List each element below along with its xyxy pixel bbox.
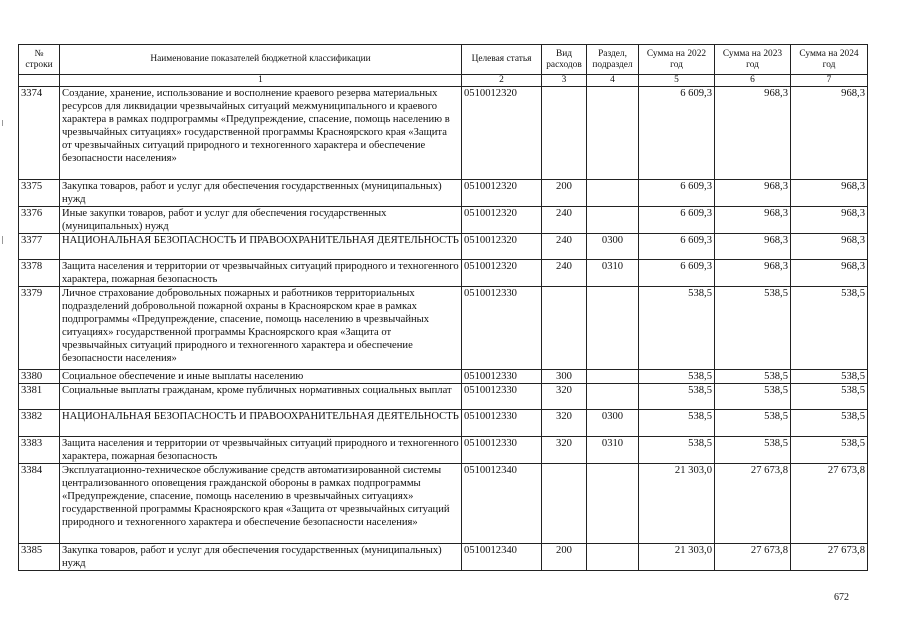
- sum-2023: 968,3: [715, 234, 791, 260]
- sum-2023: 968,3: [715, 207, 791, 234]
- indicator-name: НАЦИОНАЛЬНАЯ БЕЗОПАСНОСТЬ И ПРАВООХРАНИТЕЛЬНАЯ ДЕЯТЕЛЬНОСТЬ: [60, 234, 462, 260]
- sum-2024: 27 673,8: [791, 544, 868, 571]
- indicator-name: Социальные выплаты гражданам, кроме публичных нормативных социальных выплат: [60, 384, 462, 410]
- sum-2024: 27 673,8: [791, 464, 868, 544]
- expense-type: 200: [542, 180, 587, 207]
- target-article: 0510012330: [462, 437, 542, 464]
- budget-table: [18, 44, 868, 571]
- target-article: 0510012320: [462, 180, 542, 207]
- sum-2023: 968,3: [715, 260, 791, 287]
- sum-2023: 538,5: [715, 384, 791, 410]
- table-row: [19, 87, 868, 180]
- budget-sheet: [18, 44, 867, 571]
- expense-type: 240: [542, 234, 587, 260]
- header-sum-2023: Сумма на 2023 год: [715, 45, 791, 75]
- header-section: Раздел, подраздел: [587, 45, 639, 75]
- sum-2022: 538,5: [639, 384, 715, 410]
- sum-2023: 27 673,8: [715, 544, 791, 571]
- target-article: 0510012320: [462, 260, 542, 287]
- expense-type: 240: [542, 207, 587, 234]
- row-number: 3375: [19, 180, 60, 207]
- header-row-number: № строки: [19, 45, 60, 75]
- section-code: 0300: [587, 410, 639, 437]
- row-number: 3381: [19, 384, 60, 410]
- table-row: [19, 544, 868, 571]
- column-number: [19, 75, 60, 87]
- column-number: 3: [542, 75, 587, 87]
- target-article: 0510012320: [462, 207, 542, 234]
- indicator-name: Эксплуатационно-техническое обслуживание средств автоматизированной системы централизованного оповещения гражданской обороны в рамках подпрограммы «Предупреждение, спасение, помощь населению в чрезвычайных ситуациях» государственной программы Красноярского края «Защита от чрезвычайных ситуаций природного и техногенного характера и обеспечение безопасности населения»: [60, 464, 462, 544]
- table-row: [19, 207, 868, 234]
- header-expense-type: Вид расходов: [542, 45, 587, 75]
- row-number: 3384: [19, 464, 60, 544]
- target-article: 0510012340: [462, 464, 542, 544]
- table-row: [19, 287, 868, 370]
- sum-2023: 968,3: [715, 180, 791, 207]
- row-number: 3374: [19, 87, 60, 180]
- table-row: [19, 260, 868, 287]
- target-article: 0510012320: [462, 87, 542, 180]
- expense-type: 200: [542, 544, 587, 571]
- scan-artifact: [2, 236, 3, 244]
- sum-2023: 27 673,8: [715, 464, 791, 544]
- sum-2024: 538,5: [791, 370, 868, 384]
- table-row: [19, 180, 868, 207]
- table-row: [19, 464, 868, 544]
- target-article: 0510012330: [462, 370, 542, 384]
- section-code: 0300: [587, 234, 639, 260]
- target-article: 0510012340: [462, 544, 542, 571]
- section-code: 0310: [587, 437, 639, 464]
- section-code: [587, 287, 639, 370]
- sum-2022: 538,5: [639, 287, 715, 370]
- sum-2024: 538,5: [791, 437, 868, 464]
- indicator-name: НАЦИОНАЛЬНАЯ БЕЗОПАСНОСТЬ И ПРАВООХРАНИТЕЛЬНАЯ ДЕЯТЕЛЬНОСТЬ: [60, 410, 462, 437]
- target-article: 0510012330: [462, 287, 542, 370]
- sum-2022: 6 609,3: [639, 207, 715, 234]
- section-code: [587, 180, 639, 207]
- table-row: [19, 410, 868, 437]
- table-row: [19, 437, 868, 464]
- column-number: 5: [639, 75, 715, 87]
- row-number: 3385: [19, 544, 60, 571]
- page-number: 672: [834, 592, 849, 603]
- sum-2024: 538,5: [791, 410, 868, 437]
- row-number: 3378: [19, 260, 60, 287]
- sum-2022: 538,5: [639, 370, 715, 384]
- indicator-name: Социальное обеспечение и иные выплаты населению: [60, 370, 462, 384]
- target-article: 0510012330: [462, 384, 542, 410]
- section-code: [587, 464, 639, 544]
- scan-artifact: [2, 120, 3, 126]
- indicator-name: Личное страхование добровольных пожарных и работников территориальных подразделений добровольной пожарной охраны в Красноярском крае в рамках подпрограммы «Предупреждение, спасение, помощь населению в чрезвычайных ситуациях» государственной программы Красноярского края «Защита от чрезвычайных ситуаций природного и техногенного характера и обеспечение безопасности населения»: [60, 287, 462, 370]
- indicator-name: Иные закупки товаров, работ и услуг для обеспечения государственных (муниципальных) нужд: [60, 207, 462, 234]
- header-indicator-name: Наименование показателей бюджетной классификации: [60, 45, 462, 75]
- sum-2022: 6 609,3: [639, 87, 715, 180]
- row-number: 3382: [19, 410, 60, 437]
- column-numbers-row: [19, 75, 868, 87]
- sum-2022: 538,5: [639, 437, 715, 464]
- header-sum-2024: Сумма на 2024 год: [791, 45, 868, 75]
- indicator-name: Защита населения и территории от чрезвычайных ситуаций природного и техногенного характера, пожарная безопасность: [60, 260, 462, 287]
- sum-2023: 538,5: [715, 437, 791, 464]
- sum-2023: 538,5: [715, 410, 791, 437]
- sum-2022: 6 609,3: [639, 180, 715, 207]
- header-target-article: Целевая статья: [462, 45, 542, 75]
- indicator-name: Закупка товаров, работ и услуг для обеспечения государственных (муниципальных) нужд: [60, 544, 462, 571]
- sum-2024: 968,3: [791, 234, 868, 260]
- header-row: [19, 45, 868, 75]
- row-number: 3377: [19, 234, 60, 260]
- sum-2024: 968,3: [791, 180, 868, 207]
- sum-2023: 968,3: [715, 87, 791, 180]
- sum-2022: 6 609,3: [639, 234, 715, 260]
- column-number: 1: [60, 75, 462, 87]
- sum-2022: 21 303,0: [639, 544, 715, 571]
- sum-2024: 538,5: [791, 287, 868, 370]
- table-row: [19, 384, 868, 410]
- column-number: 7: [791, 75, 868, 87]
- section-code: [587, 384, 639, 410]
- row-number: 3380: [19, 370, 60, 384]
- sum-2023: 538,5: [715, 287, 791, 370]
- section-code: [587, 87, 639, 180]
- expense-type: [542, 287, 587, 370]
- sum-2024: 968,3: [791, 207, 868, 234]
- expense-type: 320: [542, 410, 587, 437]
- indicator-name: Защита населения и территории от чрезвычайных ситуаций природного и техногенного характера, пожарная безопасность: [60, 437, 462, 464]
- sum-2024: 968,3: [791, 87, 868, 180]
- section-code: [587, 370, 639, 384]
- target-article: 0510012320: [462, 234, 542, 260]
- column-number: 2: [462, 75, 542, 87]
- section-code: 0310: [587, 260, 639, 287]
- table-row: [19, 370, 868, 384]
- expense-type: [542, 464, 587, 544]
- column-number: 6: [715, 75, 791, 87]
- sum-2022: 538,5: [639, 410, 715, 437]
- header-sum-2022: Сумма на 2022 год: [639, 45, 715, 75]
- indicator-name: Закупка товаров, работ и услуг для обеспечения государственных (муниципальных) нужд: [60, 180, 462, 207]
- expense-type: 320: [542, 437, 587, 464]
- sum-2022: 21 303,0: [639, 464, 715, 544]
- sum-2023: 538,5: [715, 370, 791, 384]
- indicator-name: Создание, хранение, использование и восполнение краевого резерва материальных ресурсов для ликвидации чрезвычайных ситуаций межмуниципального и краевого характера в рамках подпрограммы «Предупреждение, спасение, помощь населению в чрезвычайных ситуациях» государственной программы Красноярского края «Защита от чрезвычайных ситуаций природного и техногенного характера и обеспечение безопасности населения»: [60, 87, 462, 180]
- target-article: 0510012330: [462, 410, 542, 437]
- expense-type: [542, 87, 587, 180]
- sum-2024: 968,3: [791, 260, 868, 287]
- column-number: 4: [587, 75, 639, 87]
- row-number: 3376: [19, 207, 60, 234]
- row-number: 3379: [19, 287, 60, 370]
- section-code: [587, 544, 639, 571]
- expense-type: 320: [542, 384, 587, 410]
- table-row: [19, 234, 868, 260]
- expense-type: 300: [542, 370, 587, 384]
- row-number: 3383: [19, 437, 60, 464]
- expense-type: 240: [542, 260, 587, 287]
- section-code: [587, 207, 639, 234]
- sum-2024: 538,5: [791, 384, 868, 410]
- sum-2022: 6 609,3: [639, 260, 715, 287]
